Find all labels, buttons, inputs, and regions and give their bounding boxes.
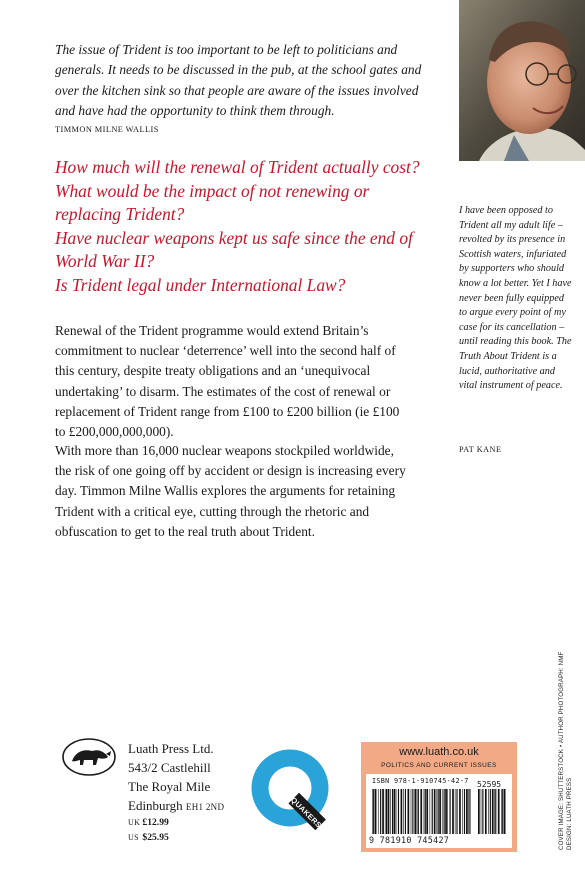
barcode-bar: [444, 789, 445, 834]
publisher-website: www.luath.co.uk: [399, 746, 479, 758]
barcode-bar: [455, 789, 456, 834]
barcode-bar: [438, 789, 439, 834]
barcode-bar: [372, 789, 373, 834]
book-category: POLITICS AND CURRENT ISSUES: [381, 762, 497, 769]
luath-logo-icon: [62, 737, 116, 777]
endorsement-attribution: PAT KANE: [459, 445, 502, 454]
credit-line-1: COVER IMAGE: SHUTTERSTOCK • AUTHOR PHOTOGRAPH: NMF: [558, 651, 565, 850]
barcode-bar: [442, 789, 443, 834]
addon-barcode: [478, 789, 506, 834]
barcode-bar: [382, 789, 384, 834]
barcode-bar: [452, 789, 454, 834]
barcode-bar: [380, 789, 381, 834]
publisher-address-line-2: The Royal Mile: [128, 779, 211, 794]
barcode-bar: [417, 789, 418, 834]
barcode-bar: [488, 789, 489, 834]
barcode-bar: [405, 789, 406, 834]
barcode-bar: [498, 789, 500, 834]
author-quote: The issue of Trident is too important to be left to politicians and generals. It needs to be discussed in the pub, at the school gates and over the kitchen sink so that people are aware of the issues involved and have had the opportunity to think them through.: [55, 42, 422, 119]
barcode-bar: [502, 789, 503, 834]
price-uk-value: £12.99: [142, 817, 169, 828]
barcode-price-code: 52595: [477, 780, 502, 789]
barcode-bar: [375, 789, 377, 834]
barcode-bar: [495, 789, 496, 834]
barcode-bar: [494, 789, 495, 834]
question-item: Have nuclear weapons kept us safe since the end of World War II?: [55, 227, 413, 271]
barcode-bar: [481, 789, 482, 834]
barcode-bar: [388, 789, 390, 834]
barcode-bar: [385, 789, 386, 834]
barcode-bar: [490, 789, 491, 834]
barcode-bar: [420, 789, 422, 834]
barcode-bar: [459, 789, 461, 834]
barcode-bar: [434, 789, 436, 834]
price-uk-label: UK: [128, 818, 141, 827]
quakers-logo-icon: [248, 746, 338, 836]
barcode-bar: [408, 789, 410, 834]
blurb-paragraph-2: With more than 16,000 nuclear weapons stockpiled worldwide, the risk of one going off by accident or design is increasing every day. Timmon Milne Wallis explores the arguments for retaining Trident with a critical eye, cutting through the rhetoric and obfuscation to get to the real truth about Trident.: [55, 443, 406, 539]
ean-barcode: [372, 789, 472, 834]
barcode-bar: [411, 789, 412, 834]
barcode-bar: [439, 789, 441, 834]
barcode-bar: [424, 789, 425, 834]
publisher-city: Edinburgh: [128, 798, 183, 813]
barcode-bar: [478, 789, 480, 834]
barcode-bar: [386, 789, 387, 834]
publisher-address-line-1: 543/2 Castlehill: [128, 760, 211, 775]
barcode-number: 9 781910 745427: [369, 835, 450, 845]
endorsement-quote: I have been opposed to Trident all my adult life – revolted by its presence in Scottish waters, infuriated by supporters who should know a lot better. Yet I have never been fully equipped to argue every point of my case for its cancellation – until reading this book. The Truth About Trident is a lucid, authoritative and vital instrument of peace.: [459, 205, 572, 392]
barcode-bar: [450, 789, 451, 834]
barcode-bar: [378, 789, 379, 834]
barcode-bar: [437, 789, 438, 834]
price-us-value: $25.95: [142, 832, 169, 843]
price-us-label: US: [128, 833, 139, 842]
barcode-bar: [418, 789, 419, 834]
barcode-bar: [430, 789, 431, 834]
price-uk: [128, 815, 169, 830]
cover-credits: [558, 651, 565, 852]
barcode-bar: [469, 789, 470, 834]
barcode-bar: [412, 789, 413, 834]
barcode-bar: [403, 789, 404, 834]
barcode-bar: [482, 789, 483, 834]
barcode-bar: [501, 789, 502, 834]
barcode-bar: [414, 789, 416, 834]
barcode-bar: [401, 789, 403, 834]
question-item: What would be the impact of not renewing or replacing Trident?: [55, 180, 370, 224]
barcode-bar: [394, 789, 396, 834]
credit-line-2: DESIGN: LUATH PRESS: [566, 777, 573, 850]
key-questions: [55, 156, 435, 297]
author-photo: [459, 0, 585, 161]
price-us: [128, 830, 169, 845]
blurb-paragraph-1: Renewal of the Trident programme would extend Britain’s commitment to nuclear ‘deterrence’ well into the second half of this century, despite treaty obligations and an ‘unequivocal undertaking’ to disarm. The estimates of the cost of renewal or replacement of Trident range from £100 to £200 billion (ie £100 to £200,000,000,000).: [55, 323, 400, 440]
isbn-label: ISBN 978-1-910745-42-7: [372, 777, 469, 785]
barcode-bar: [390, 789, 391, 834]
barcode-bar: [432, 789, 433, 834]
publisher-name: Luath Press Ltd.: [128, 741, 214, 756]
publisher-address: [128, 739, 224, 817]
design-credits: [566, 777, 573, 852]
barcode-bar: [425, 789, 426, 834]
price-list: [128, 815, 169, 845]
question-item: Is Trident legal under International Law?: [55, 274, 346, 295]
question-item: How much will the renewal of Trident actually cost?: [55, 157, 420, 177]
barcode-bar: [447, 789, 448, 834]
barcode-bar: [485, 789, 487, 834]
barcode-bar: [373, 789, 374, 834]
barcode-bar: [398, 789, 399, 834]
quakers-logo-text: QUAKERS: [289, 795, 324, 830]
barcode-bar: [396, 789, 397, 834]
barcode-bar: [468, 789, 469, 834]
publisher-city-line: [128, 796, 224, 817]
barcode-bar: [504, 789, 506, 834]
barcode-bar: [445, 789, 447, 834]
author-quote-attribution: TIMMON MILNE WALLIS: [55, 125, 159, 134]
barcode-bar: [456, 789, 457, 834]
barcode-bar: [426, 789, 428, 834]
barcode-bar: [492, 789, 494, 834]
barcode-bar: [466, 789, 468, 834]
publisher-postcode: EH1 2ND: [185, 802, 225, 812]
barcode-bar: [392, 789, 393, 834]
barcode-bar: [462, 789, 463, 834]
barcode-bar: [464, 789, 465, 834]
